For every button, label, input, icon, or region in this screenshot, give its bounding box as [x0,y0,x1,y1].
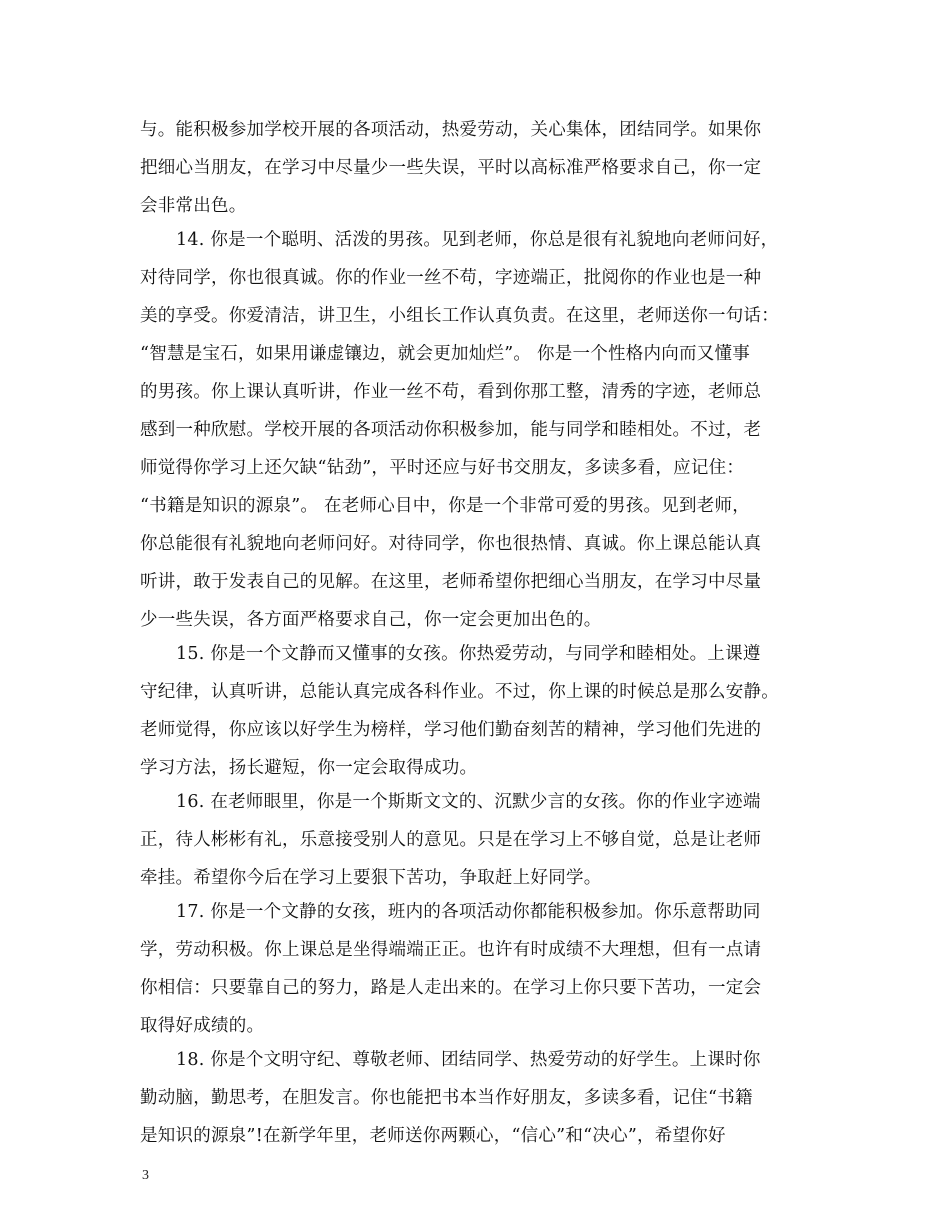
text-line: 你总能很有礼貌地向老师问好。对待同学，你也很热情、真诚。你上课总能认真 [140,534,762,554]
text-line: 把细心当朋友，在学习中尽量少一些失误，平时以高标准严格要求自己，你一定 [140,158,762,178]
text-line: 感到一种欣慰。学校开展的各项活动你积极参加，能与同学和睦相处。不过，老 [140,420,762,440]
text-line: “书籍是知识的源泉”。 在老师心目中，你是一个非常可爱的男孩。见到老师， [140,496,750,516]
text-line: 取得好成绩的。 [140,1016,265,1036]
text-line: 勤动脑，勤思考，在胆发言。你也能把书本当作好朋友，多读多看，记住“书籍 [140,1088,753,1108]
page-number: 3 [142,1168,149,1183]
text-line: 对待同学，你也很真诚。你的作业一丝不苟，字迹端正，批阅你的作业也是一种 [140,268,762,288]
text-line: 听讲，敢于发表自己的见解。在这里，老师希望你把细心当朋友，在学习中尽量 [140,572,762,592]
text-line: 师觉得你学习上还欠缺“钻劲”，平时还应与好书交朋友，多读多看，应记住： [140,458,745,478]
paragraph-17-start: 17. 你是一个文静的女孩，班内的各项活动你都能积极参加。你乐意帮助同 [176,902,761,922]
text-line: 学，劳动积极。你上课总是坐得端端正正。也许有时成绩不大理想，但有一点请 [140,940,762,960]
text-line: 正，待人彬彬有礼，乐意接受别人的意见。只是在学习上不够自觉，总是让老师 [140,830,762,850]
text-line: “智慧是宝石，如果用谦虚镶边，就会更加灿烂”。 你是一个性格内向而又懂事 [140,344,750,364]
text-line: 是知识的源泉”!在新学年里，老师送你两颗心，“信心”和“决心”，希望你好 [140,1126,726,1146]
paragraph-18-start: 18. 你是个文明守纪、尊敬老师、团结同学、热爱劳动的好学生。上课时你 [176,1050,761,1070]
text-line: 会非常出色。 [140,196,247,216]
text-line: 少一些失误，各方面严格要求自己，你一定会更加出色的。 [140,610,602,630]
text-line: 牵挂。希望你今后在学习上要狠下苦功，争取赶上好同学。 [140,868,602,888]
paragraph-14-start: 14. 你是一个聪明、活泼的男孩。见到老师，你总是很有礼貌地向老师问好， [176,230,779,250]
paragraph-16-start: 16. 在老师眼里，你是一个斯斯文文的、沉默少言的女孩。你的作业字迹端 [176,792,761,812]
text-line: 的男孩。你上课认真听讲，作业一丝不苟，看到你那工整，清秀的字迹，老师总 [140,382,762,402]
paragraph-15-start: 15. 你是一个文静而又懂事的女孩。你热爱劳动，与同学和睦相处。上课遵 [176,644,761,664]
text-line: 学习方法，扬长避短，你一定会取得成功。 [140,758,478,778]
text-line: 守纪律，认真听讲，总能认真完成各科作业。不过，你上课的时候总是那么安静。 [140,682,779,702]
text-line: 与。能积极参加学校开展的各项活动，热爱劳动，关心集体，团结同学。如果你 [140,120,762,140]
text-line: 你相信：只要靠自己的努力，路是人走出来的。在学习上你只要下苦功，一定会 [140,978,762,998]
text-line: 美的享受。你爱清洁，讲卫生，小组长工作认真负责。在这里，老师送你一句话： [140,306,779,326]
text-line: 老师觉得，你应该以好学生为榜样，学习他们勤奋刻苦的精神，学习他们先进的 [140,720,762,740]
